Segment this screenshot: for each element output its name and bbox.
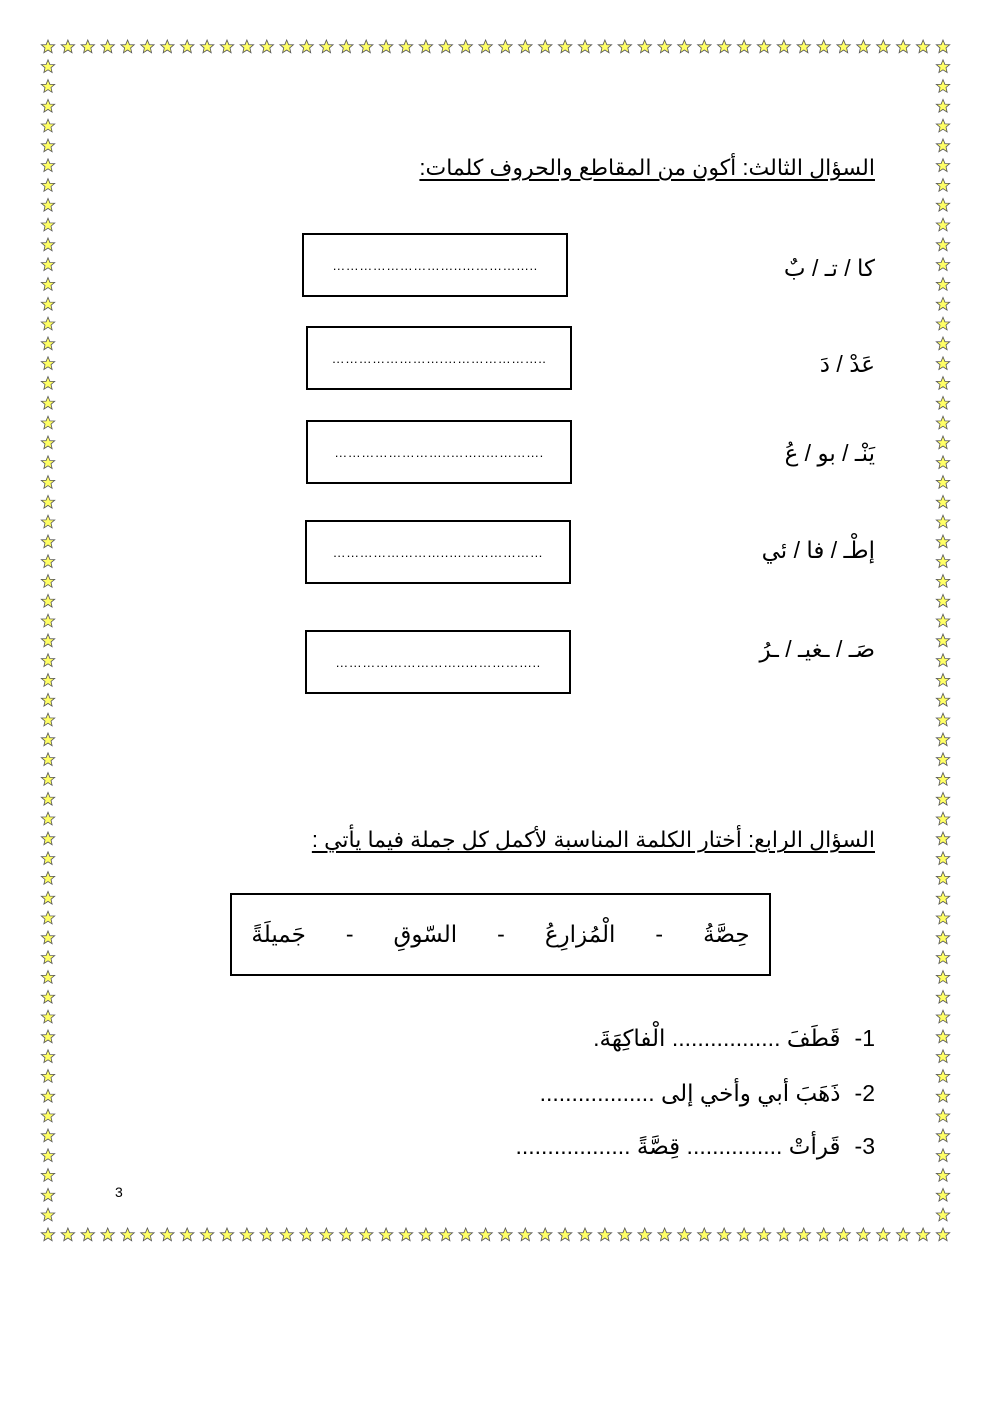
border-star-icon [718,40,731,53]
border-star-icon [936,317,949,330]
border-star-icon [936,258,949,271]
answer-box-4[interactable] [305,520,571,584]
border-star-icon [41,80,54,93]
border-star-icon [41,911,54,924]
sentence-number: 2- [854,1080,875,1106]
sentence-3[interactable] [515,1133,875,1160]
answer-blank-2: …………………….………………….. [331,350,547,366]
border-star-icon [936,99,949,112]
border-star-icon [936,495,949,508]
border-star-icon [41,495,54,508]
border-star-icon [936,812,949,825]
border-star-icon [41,931,54,944]
word-bank-word-4: جَميلَةً [251,921,306,947]
question-4-title: السؤال الرابع: أختار الكلمة المناسبة لأكمل كل جملة فيما يأتي : [311,827,875,852]
border-star-icon [340,1228,353,1241]
border-star-icon [757,1228,770,1241]
border-star-icon [379,1228,392,1241]
border-star-icon [936,614,949,627]
border-star-icon [936,832,949,845]
border-star-icon [439,40,452,53]
border-star-icon [101,1228,114,1241]
border-star-icon [897,1228,910,1241]
border-star-icon [220,1228,233,1241]
border-star-icon [41,119,54,132]
border-star-icon [41,654,54,667]
border-star-icon [936,674,949,687]
border-star-icon [936,456,949,469]
sentence-text: قَطَفَ ................. الْفاكِهَةَ. [593,1025,841,1051]
border-star-icon [121,40,134,53]
border-star-icon [936,1070,949,1083]
border-star-icon [41,1208,54,1221]
border-star-icon [41,179,54,192]
border-star-icon [936,1149,949,1162]
border-star-icon [936,436,949,449]
border-star-icon [618,1228,631,1241]
border-star-icon [320,1228,333,1241]
border-star-icon [936,80,949,93]
answer-box-2[interactable] [306,326,572,390]
border-star-icon [936,872,949,885]
sentence-number: 1- [854,1025,875,1051]
border-star-icon [638,40,651,53]
border-star-icon [777,40,790,53]
border-star-icon [936,713,949,726]
border-star-icon [539,1228,552,1241]
border-star-icon [41,693,54,706]
border-star-icon [936,60,949,73]
border-star-icon [936,1188,949,1201]
border-star-icon [936,119,949,132]
answer-box-3[interactable] [306,420,572,484]
border-star-icon [757,40,770,53]
border-star-icon [439,1228,452,1241]
border-star-icon [41,278,54,291]
border-star-icon [936,357,949,370]
border-star-icon [936,40,949,53]
border-star-icon [41,1050,54,1063]
border-star-icon [200,1228,213,1241]
border-star-icon [936,733,949,746]
border-star-icon [558,1228,571,1241]
border-star-icon [61,40,74,53]
border-star-icon [936,1089,949,1102]
border-star-icon [539,40,552,53]
border-star-icon [936,297,949,310]
border-star-icon [499,40,512,53]
border-star-icon [936,159,949,172]
border-star-icon [936,1129,949,1142]
border-star-icon [936,396,949,409]
segments-item-4: إطْـ / فا / ئي [761,537,875,563]
word-bank-word-3: السّوقِ [393,921,458,947]
border-star-icon [41,238,54,251]
border-star-icon [41,1129,54,1142]
border-star-icon [200,40,213,53]
border-star-icon [578,40,591,53]
border-star-icon [41,337,54,350]
border-star-icon [598,40,611,53]
border-star-icon [936,1050,949,1063]
word-bank-word-2: الْمُزارِعُ [544,921,616,947]
border-star-icon [558,40,571,53]
border-star-icon [360,1228,373,1241]
border-star-icon [41,713,54,726]
border-star-icon [936,693,949,706]
border-star-icon [936,891,949,904]
border-star-icon [41,852,54,865]
border-star-icon [41,832,54,845]
border-star-icon [519,1228,532,1241]
border-star-icon [936,990,949,1003]
border-star-icon [41,674,54,687]
border-star-icon [936,594,949,607]
border-star-icon [936,535,949,548]
border-star-icon [578,1228,591,1241]
border-star-icon [936,198,949,211]
border-star-icon [598,1228,611,1241]
border-star-icon [459,1228,472,1241]
page-number: 3 [115,1184,123,1200]
word-bank-word-1: حِصَّةُ [703,921,750,947]
border-star-icon [638,1228,651,1241]
border-star-icon [41,990,54,1003]
border-star-icon [101,40,114,53]
border-star-icon [936,1208,949,1221]
border-star-icon [936,654,949,667]
border-star-icon [936,971,949,984]
segments-item-1: كا / تـ / بٌ [783,255,875,281]
border-star-icon [41,971,54,984]
border-star-icon [936,179,949,192]
border-star-icon [41,159,54,172]
border-star-icon [141,1228,154,1241]
border-star-icon [181,40,194,53]
border-star-icon [41,218,54,231]
border-star-icon [41,1188,54,1201]
border-star-icon [81,1228,94,1241]
border-star-icon [479,1228,492,1241]
border-star-icon [936,476,949,489]
border-star-icon [41,377,54,390]
answer-box-1[interactable] [302,233,568,297]
border-star-icon [877,1228,890,1241]
border-star-icon [41,792,54,805]
border-star-icon [41,1010,54,1023]
border-star-icon [61,1228,74,1241]
border-star-icon [41,456,54,469]
border-star-icon [499,1228,512,1241]
sentence-number: 3- [854,1133,875,1159]
border-star-icon [161,40,174,53]
word-bank-separator: - [655,921,664,947]
border-star-icon [936,238,949,251]
border-star-icon [777,1228,790,1241]
border-star-icon [41,872,54,885]
border-star-icon [340,40,353,53]
border-star-icon [936,515,949,528]
border-star-icon [41,515,54,528]
border-star-icon [41,614,54,627]
border-star-icon [419,1228,432,1241]
border-star-icon [936,753,949,766]
answer-blank-5: ………………………..…………….. [335,654,541,670]
border-star-icon [280,1228,293,1241]
border-star-icon [658,1228,671,1241]
border-star-icon [817,40,830,53]
border-star-icon [41,1228,54,1241]
segments-item-5: صَـ / ـغيـ / ـرُ [759,636,875,662]
border-star-icon [936,555,949,568]
border-star-icon [877,40,890,53]
border-star-icon [41,317,54,330]
border-star-icon [41,258,54,271]
border-star-icon [936,416,949,429]
border-star-icon [399,40,412,53]
border-star-icon [41,753,54,766]
border-star-icon [41,733,54,746]
border-star-icon [936,634,949,647]
border-star-icon [459,40,472,53]
border-star-icon [658,40,671,53]
border-star-icon [936,1169,949,1182]
sentence-text: قَرأتْ ............... قِصَّةً .................. [515,1133,841,1159]
border-star-icon [936,792,949,805]
border-star-icon [936,852,949,865]
border-star-icon [936,911,949,924]
border-star-icon [41,357,54,370]
border-star-icon [161,1228,174,1241]
border-star-icon [678,1228,691,1241]
border-star-icon [360,40,373,53]
border-star-icon [260,1228,273,1241]
border-star-icon [41,773,54,786]
border-star-icon [41,40,54,53]
border-star-icon [817,1228,830,1241]
border-star-icon [797,1228,810,1241]
border-star-icon [519,40,532,53]
border-star-icon [837,40,850,53]
border-star-icon [936,951,949,964]
answer-blank-4: ……………………..………………… [332,544,544,560]
border-star-icon [936,1109,949,1122]
border-star-icon [300,1228,313,1241]
border-star-icon [41,1109,54,1122]
border-star-icon [857,1228,870,1241]
border-star-icon [916,40,929,53]
border-star-icon [41,634,54,647]
border-star-icon [41,198,54,211]
border-star-icon [41,1089,54,1102]
border-star-icon [857,40,870,53]
border-star-icon [41,891,54,904]
border-star-icon [280,40,293,53]
border-star-icon [936,218,949,231]
border-star-icon [379,40,392,53]
border-star-icon [897,40,910,53]
border-star-icon [41,139,54,152]
border-star-icon [41,416,54,429]
border-star-icon [936,575,949,588]
border-star-icon [260,40,273,53]
border-star-icon [936,1030,949,1043]
border-star-icon [41,1149,54,1162]
border-star-icon [479,40,492,53]
border-star-icon [41,594,54,607]
border-star-icon [240,1228,253,1241]
border-star-icon [936,377,949,390]
border-star-icon [81,40,94,53]
word-bank [230,893,771,976]
sentence-text: ذَهَبَ أبي وأخي إلى .................. [539,1080,841,1106]
border-star-icon [41,1169,54,1182]
border-star-icon [936,773,949,786]
border-star-icon [797,40,810,53]
border-star-icon [41,1070,54,1083]
border-star-icon [41,60,54,73]
sentence-1[interactable] [593,1025,875,1052]
border-star-icon [936,931,949,944]
border-star-icon [41,476,54,489]
border-star-icon [220,40,233,53]
sentence-2[interactable] [540,1080,875,1107]
border-star-icon [141,40,154,53]
border-star-icon [41,396,54,409]
border-star-icon [300,40,313,53]
segments-item-3: يَنْـ / بو / عُ [784,440,875,466]
border-star-icon [41,951,54,964]
border-star-icon [618,40,631,53]
border-star-icon [936,337,949,350]
border-star-icon [936,1010,949,1023]
border-star-icon [240,40,253,53]
question-3-title: السؤال الثالث: أكون من المقاطع والحروف كلمات: [419,155,875,180]
border-star-icon [399,1228,412,1241]
border-star-icon [41,436,54,449]
border-star-icon [916,1228,929,1241]
answer-blank-1: ………………………..…………….. [332,257,538,273]
answer-blank-3: ……………………..……..…………. [334,444,544,460]
border-star-icon [718,1228,731,1241]
border-star-icon [698,1228,711,1241]
segments-item-2: عَدْ / دَ [819,351,875,377]
border-star-icon [41,1030,54,1043]
border-star-icon [678,40,691,53]
answer-box-5[interactable] [305,630,571,694]
border-star-icon [698,40,711,53]
border-star-icon [121,1228,134,1241]
border-star-icon [936,278,949,291]
word-bank-separator: - [345,921,354,947]
border-star-icon [936,139,949,152]
border-star-icon [837,1228,850,1241]
border-star-icon [41,297,54,310]
border-star-icon [320,40,333,53]
border-star-icon [737,40,750,53]
word-bank-separator: - [497,921,505,947]
border-star-icon [419,40,432,53]
border-star-icon [41,535,54,548]
border-star-icon [41,575,54,588]
border-star-icon [41,99,54,112]
border-star-icon [41,555,54,568]
border-star-icon [936,1228,949,1241]
border-star-icon [737,1228,750,1241]
border-star-icon [41,812,54,825]
border-star-icon [181,1228,194,1241]
